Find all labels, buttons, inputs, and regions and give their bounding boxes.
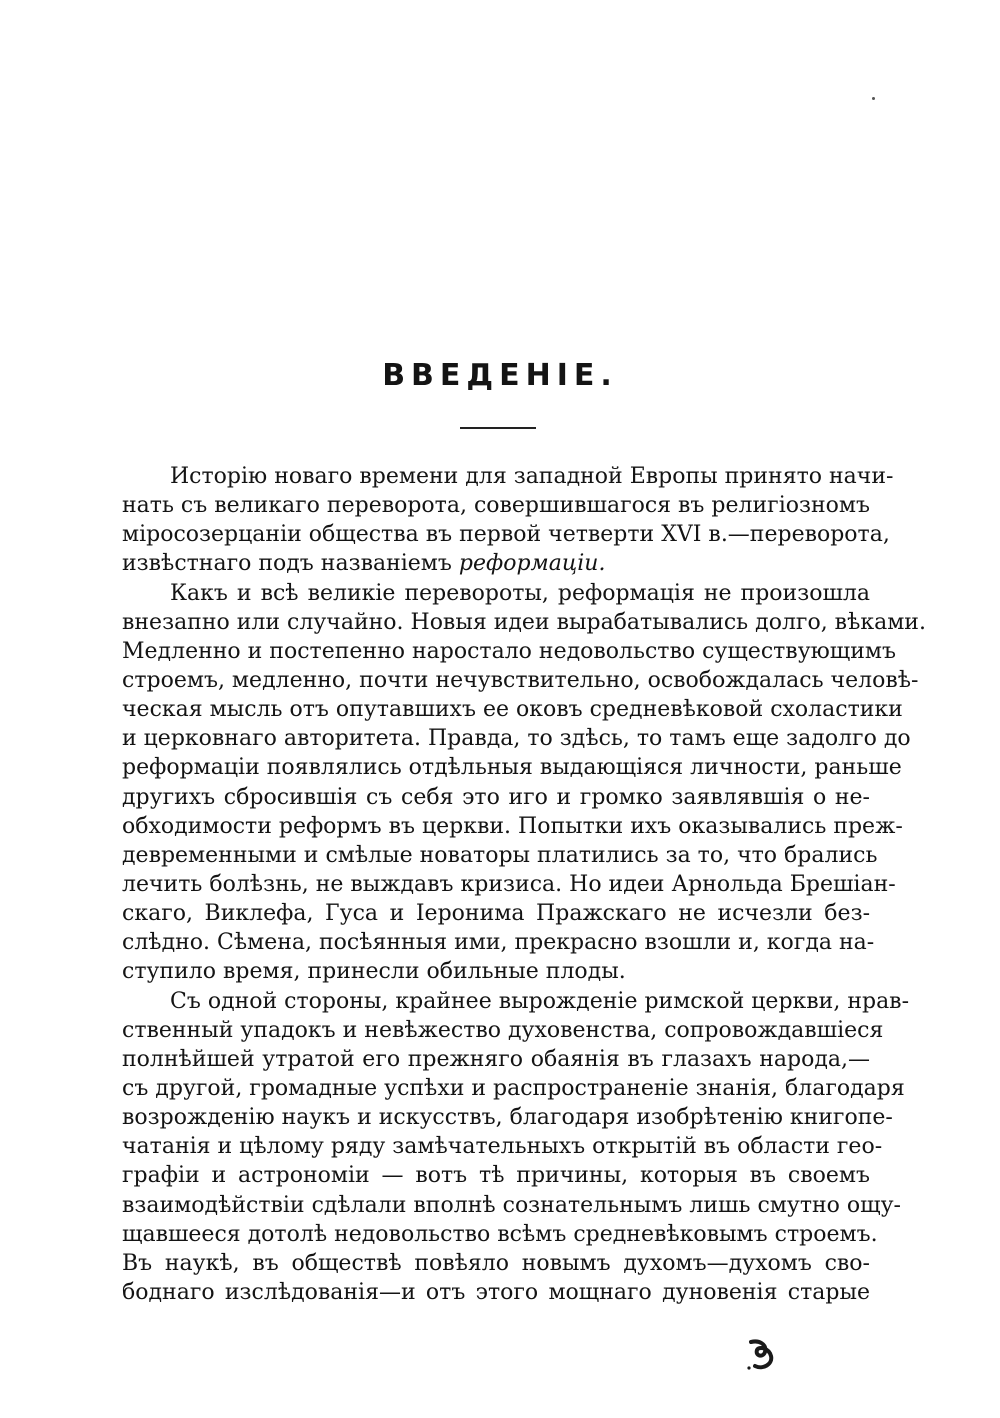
emphasized-term: реформаціи.	[458, 551, 606, 577]
text-line: реформаціи появлялись отдѣльныя выдающіяся личности, раньше	[122, 755, 902, 781]
text-line: и церковнаго авторитета. Правда, то здѣсь, то тамъ еще задолго до	[122, 726, 911, 752]
text-line: ственный упадокъ и невѣжество духовенства, сопровождавшіеся	[122, 1017, 884, 1043]
text-line: Въ наукѣ, въ обществѣ повѣяло новымъ духомъ—духомъ сво-	[122, 1250, 870, 1276]
text-line: ческая мысль отъ опутавшихъ ее оковъ средневѣковой схоластики	[122, 697, 903, 723]
text-line: съ другой, громадные успѣхи и распространеніе знанія, благодаря	[122, 1075, 905, 1101]
text-line: девременными и смѣлые новаторы платились за то, что брались	[122, 842, 878, 868]
text-line: чатанія и цѣлому ряду замѣчательныхъ открытій въ области гео-	[122, 1134, 883, 1160]
text-line: боднаго изслѣдованія—и отъ этого мощнаго дуновенія старые	[122, 1279, 870, 1305]
text-line: скаго, Виклефа, Гуса и Іеронима Пражскаго не исчезли без-	[122, 901, 870, 927]
text-line: Съ одной стороны, крайнее вырожденіе римской церкви, нрав-	[170, 988, 909, 1014]
text-line: Исторію новаго времени для западной Европы принято начи-	[170, 464, 894, 489]
text-line: слѣдно. Сѣмена, посѣянныя ими, прекрасно взошли и, когда на-	[122, 930, 875, 956]
text-line: графіи и астрономіи — вотъ тѣ причины, которыя въ своемъ	[122, 1163, 870, 1189]
text-line: Медленно и постепенно наростало недовольство существующимъ	[122, 638, 897, 664]
text-line: щавшееся дотолѣ недовольство всѣмъ средневѣковымъ строемъ.	[122, 1221, 878, 1247]
text-line: другихъ сбросившія съ себя это иго и громко заявлявшія о не-	[122, 784, 870, 810]
text-run: извѣстнаго подъ названіемъ	[122, 551, 459, 577]
text-line: міросозерцаніи общества въ первой четверти XVI в.—переворота,	[122, 522, 890, 548]
text-line: ступило время, принесли обильные плоды.	[122, 959, 626, 985]
text-line: Какъ и всѣ великіе перевороты, реформація не произошла	[170, 580, 870, 606]
text-line: внезапно или случайно. Новыя идеи вырабатывались долго, вѣками.	[122, 609, 926, 635]
text-line: строемъ, медленно, почти нечувствительно, освобождалась человѣ-	[122, 667, 919, 693]
print-speck	[872, 97, 875, 100]
ink-stamp-mark	[745, 1338, 777, 1372]
text-line: лечить болѣзнь, не выждавъ кризиса. Но идеи Арнольда Брешіан-	[122, 871, 896, 897]
text-line: полнѣйшей утратой его прежняго обаянія въ глазахъ народа,—	[122, 1046, 870, 1072]
title-rule	[460, 427, 536, 429]
text-line: обходимости реформъ въ церкви. Попытки ихъ оказывались преж-	[122, 813, 903, 839]
body-text	[122, 462, 926, 1307]
text-line: нать съ великаго переворота, совершившагося въ религіозномъ	[122, 493, 870, 519]
chapter-title: ВВЕДЕНІЕ.	[382, 358, 618, 393]
text-line: возрожденію наукъ и искусствъ, благодаря изобрѣтенію книгопе-	[122, 1105, 893, 1131]
text-line: взаимодѣйствіи сдѣлали вполнѣ сознательнымъ лишь смутно ощу-	[122, 1192, 901, 1218]
text-line	[122, 549, 870, 578]
